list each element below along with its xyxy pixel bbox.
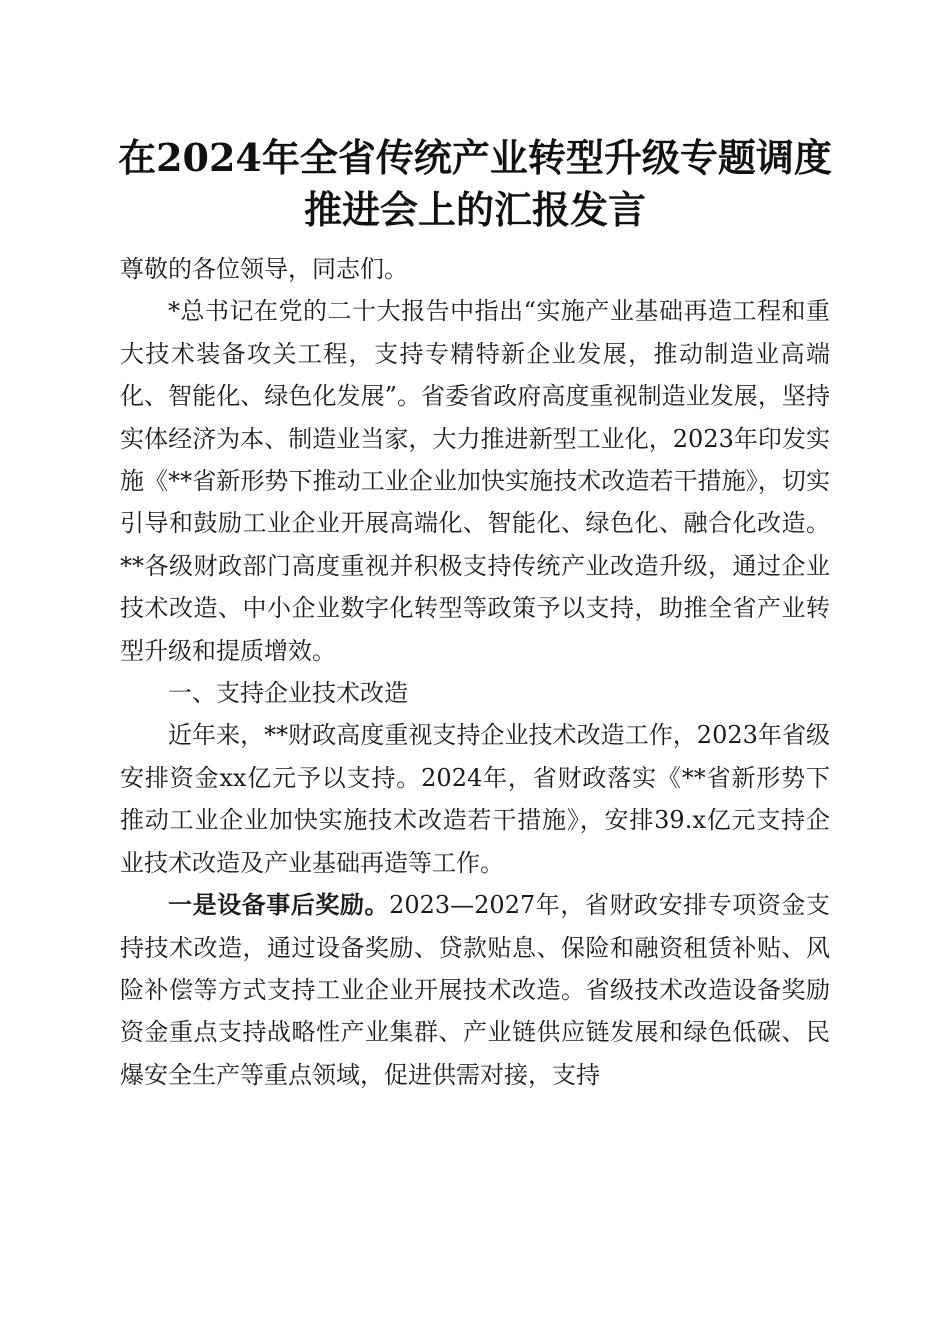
intro-paragraph: *总书记在党的二十大报告中指出“实施产业基础再造工程和重大技术装备攻关工程，支持专精特新企业发展，推动制造业高端化、智能化、绿色化发展”。省委省政府高度重视制造业发展，坚持实体经济为本、制造业当家，大力推进新型工业化，2023年印发实施《**省新形势下推动工业企业加快实施技术改造若干措施》，切实引导和鼓励工业企业开展高端化、智能化、绿色化、融合化改造。**各级财政部门高度重视并积极支持传统产业改造升级，通过企业技术改造、中小企业数字化转型等政策予以支持，助推全省产业转型升级和提质增效。: [120, 297, 830, 665]
document-body: [120, 248, 830, 1096]
item-paragraph: [120, 884, 830, 1096]
section-heading: 一、支持企业技术改造: [168, 679, 408, 708]
item-body: 2023—2027年，省财政安排专项资金支持技术改造，通过设备奖励、贷款贴息、保险和融资租赁补贴、风险补偿等方式支持工业企业开展技术改造。省级技术改造设备奖励资金重点支持战略性产业集群、产业链供应链发展和绿色低碳、民爆安全生产等重点领域，促进供需对接，支持: [120, 891, 831, 1089]
document-title: 在2024年全省传统产业转型升级专题调度推进会上的汇报发言: [118, 135, 832, 232]
item-lead: 一是设备事后奖励。: [168, 890, 390, 920]
section-paragraph: 近年来，**财政高度重视支持企业技术改造工作，2023年省级安排资金xx亿元予以支持。2024年，省财政落实《**省新形势下推动工业企业加快实施技术改造若干措施》，安排39.x亿元支持企业技术改造及产业基础再造等工作。: [120, 721, 830, 877]
salutation: 尊敬的各位领导，同志们。: [120, 255, 408, 283]
